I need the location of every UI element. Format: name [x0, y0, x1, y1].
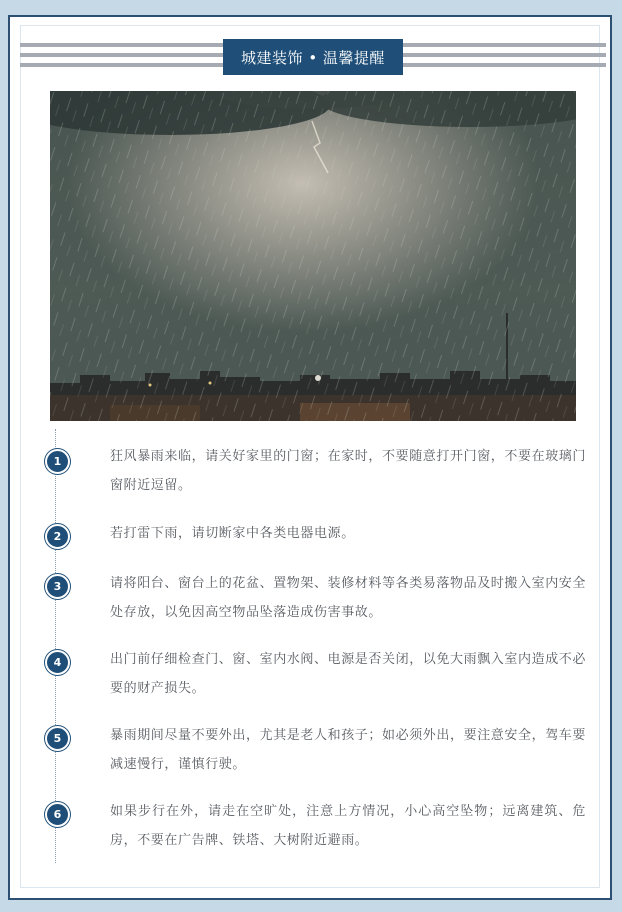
tip-text: 暴雨期间尽量不要外出，尤其是老人和孩子；如必须外出，要注意安全，驾车要减速慢行，谨慎行驶。	[110, 728, 587, 772]
poster-frame	[8, 15, 612, 900]
step-number-badge: 6	[45, 802, 70, 827]
tip-text: 如果步行在外，请走在空旷处，注意上方情况，小心高空坠物；远离建筑、危房，不要在广告牌、铁塔、大树附近避雨。	[110, 804, 586, 848]
timeline-line	[55, 429, 56, 863]
step-number-badge: 5	[45, 726, 70, 751]
tip-text: 若打雷下雨，请切断家中各类电器电源。	[110, 526, 355, 541]
tip-text: 请将阳台、窗台上的花盆、置物架、装修材料等各类易落物品及时搬入室内安全处存放，以免因高空物品坠落造成伤害事故。	[110, 576, 587, 620]
thunderstorm-photo-icon	[50, 91, 576, 421]
tip-text: 狂风暴雨来临，请关好家里的门窗；在家时，不要随意打开门窗，不要在玻璃门窗附近逗留。	[110, 449, 587, 493]
step-number-badge: 1	[45, 449, 70, 474]
step-number-badge: 4	[45, 650, 70, 675]
page-title: 城建装饰 • 温馨提醒	[223, 39, 403, 75]
tip-text: 出门前仔细检查门、窗、室内水阀、电源是否关闭，以免大雨飘入室内造成不必要的财产损失。	[110, 652, 587, 696]
step-number-badge: 3	[45, 574, 70, 599]
thunderstorm-photo	[50, 91, 576, 421]
step-number-badge: 2	[45, 524, 70, 549]
